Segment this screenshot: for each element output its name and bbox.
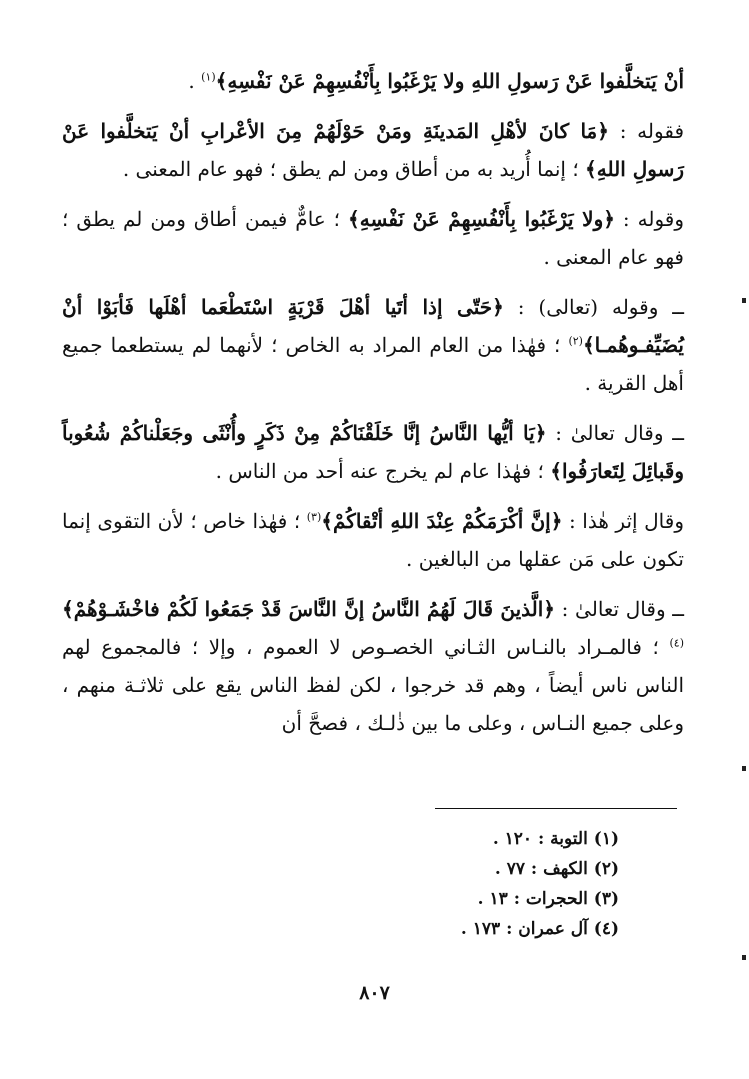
page-number: ٨٠٧ (359, 982, 390, 1004)
text-segment: فقوله : (608, 119, 684, 143)
paragraph (62, 590, 684, 742)
quran-quote: ﴿حَتّى إذا أتَيا أهْلَ قَرْيَةٍ اسْتَطْعَما أهْلَها فَأبَوْا أنْ يُضَيِّفـوهُمـا﴾ (62, 295, 684, 357)
text-segment: ؛ عامٌّ فيمن أطاق ومن لم يطق ؛ فهو عام المعنى . (62, 207, 684, 269)
footnote: (٣) الحجرات : ١٣ . (477, 889, 619, 909)
footnote: (٤) آل عمران : ١٧٣ . (460, 919, 619, 939)
scan-edge-mark (742, 298, 746, 303)
text-segment: ؛ فهٰذا عام لم يخرج عنه أحد من الناس . (215, 459, 551, 483)
paragraph (62, 200, 684, 276)
quran-quote: ﴿مَا كانَ لأهْلِ المَدينَةِ ومَنْ حَوْلَهُمْ مِنَ الأعْرابِ أنْ يَتخلَّفوا عَنْ رَسولِ اللهِ﴾ (62, 119, 684, 181)
text-segment: وقوله : (614, 207, 685, 231)
footnote-ref: (٣) (306, 510, 322, 524)
text-segment: ؛ إنما أُريد به من أطاق ومن لم يطق ؛ فهو عام المعنى . (122, 157, 586, 181)
main-text (62, 62, 684, 754)
paragraph (62, 502, 684, 578)
text-segment: ــ وقال تعالىٰ : (555, 597, 684, 621)
text-segment: ــ وقال تعالىٰ : (546, 421, 684, 445)
scan-edge-mark (742, 766, 746, 771)
text-segment: . (188, 69, 202, 93)
footnote-separator (435, 808, 677, 809)
text-segment: وقال إثر هٰذا : (562, 509, 684, 533)
quran-quote: ﴿ولا يَرْغَبُوا بِأَنْفُسِهِمْ عَنْ نَفْسِهِ﴾ (348, 207, 615, 231)
footnote-ref: (٢) (568, 334, 583, 348)
quran-quote: ﴿الَّذينَ قَالَ لَهُمُ النَّاسُ إنَّ النَّاسَ قَدْ جَمَعُوا لَكُمْ فاخْشَـوْهُمْ﴾ (62, 597, 556, 621)
footnote-ref: (٤) (669, 636, 684, 650)
paragraph (62, 112, 684, 188)
text-segment: ــ وقوله (تعالى) : (503, 295, 684, 319)
footnote: (٢) الكهف : ٧٧ . (494, 859, 619, 879)
quran-quote: أنْ يَتخلَّفوا عَنْ رَسولِ اللهِ ولا يَرْغَبُوا بِأَنْفُسِهِمْ عَنْ نَفْسِهِ﴾ (215, 69, 684, 93)
text-segment: ؛ فالمـراد بالنـاس الثـاني الخصـوص لا العموم ، وإلا ؛ فالمجموع لهم الناس ناس أيضاً ، وهم قد خرجوا ، لكن لفظ الناس يقع على ثلاثـة منهم ، وعلى جميع النـاس ، وعلى ما بين ذٰلـك ، فصحَّ أن (62, 635, 684, 735)
paragraph (62, 62, 684, 100)
paragraph (62, 288, 684, 402)
footnotes (319, 824, 619, 944)
paragraph (62, 414, 684, 490)
quran-quote: ﴿يَا أيُّها النَّاسُ إنَّا خَلَقْنَاكُمْ مِنْ ذَكَرٍ وأُنْثَى وجَعَلْناكُمْ شُعُوباً وقَبائِلَ لِتَعارَفُوا﴾ (62, 421, 684, 483)
scan-edge-mark (742, 955, 746, 960)
footnote-ref: (١) (201, 70, 216, 84)
text-segment: ؛ فهٰذا من العام المراد به الخاص ؛ لأنهما لم يستطعما جميع أهل القرية . (62, 333, 684, 395)
footnote: (١) التوبة : ١٢٠ . (492, 829, 619, 849)
quran-quote: ﴿إنَّ أكْرَمَكُمْ عِنْدَ اللهِ أتْقاكُمْ﴾ (321, 509, 563, 533)
text-segment: ؛ فهٰذا خاص ؛ لأن التقوى إنما تكون على مَن عقلها من البالغين . (62, 509, 684, 571)
